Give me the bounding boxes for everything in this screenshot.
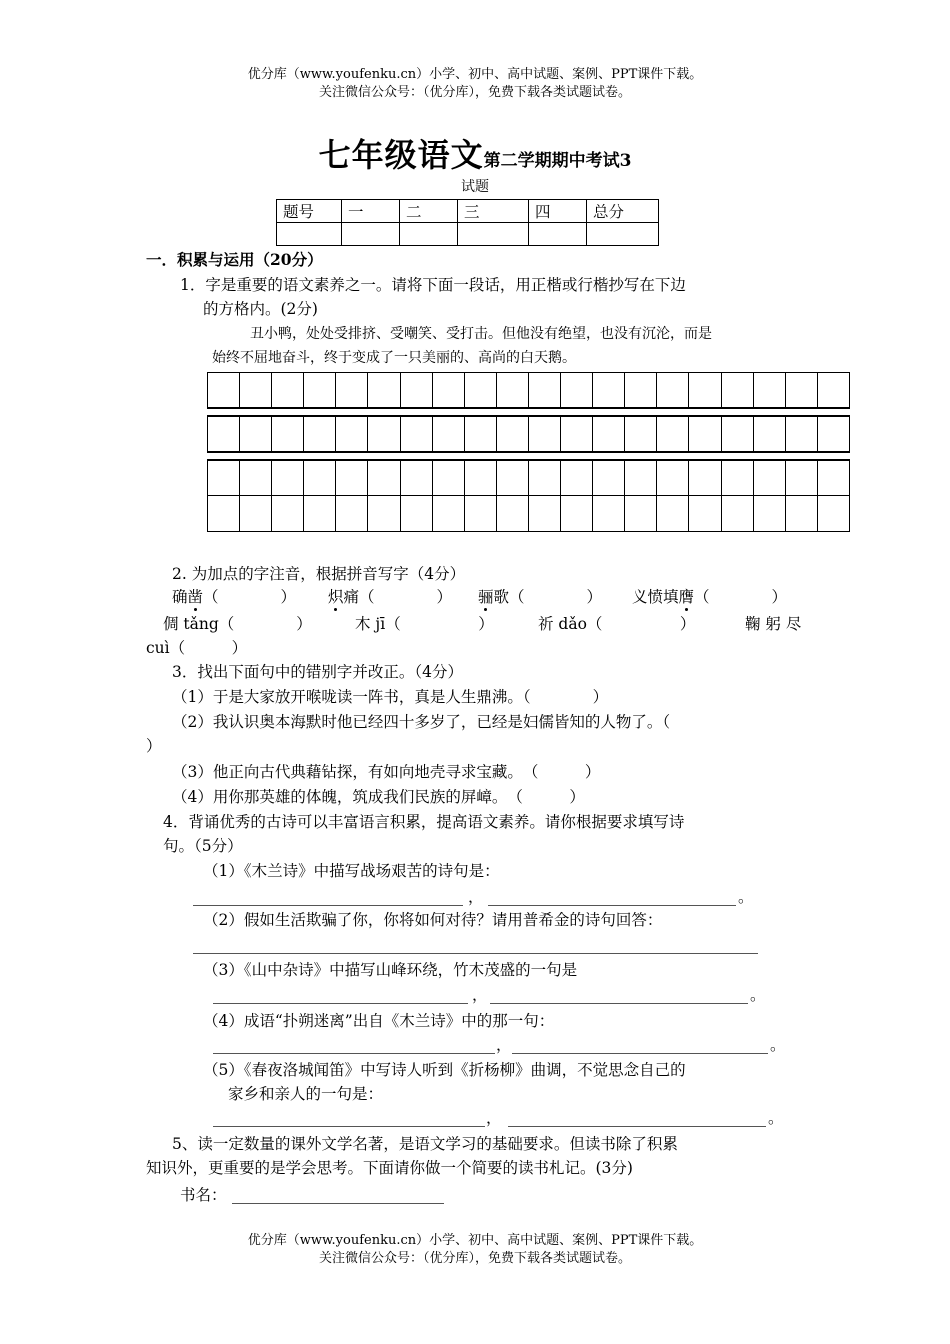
q1-passage-line1: 丑小鸭，处处受排挤、受嘲笑、受打击。但他没有绝望，也没有沉沦，而是 xyxy=(250,326,712,342)
q3-sentence-1: （1）于是大家放开喉咙读一阵书，真是人生鼎沸。（ ） xyxy=(172,688,609,706)
q4-item-3: （3）《山中杂诗》中描写山峰环绕，竹木茂盛的一句是 xyxy=(203,961,578,979)
score-cell[interactable] xyxy=(529,223,587,246)
q4-item-5-line1: （5）《春夜洛城闻笛》中写诗人听到《折杨柳》曲调，不觉思念自己的 xyxy=(203,1061,686,1079)
answer-blank[interactable] xyxy=(213,1003,468,1004)
score-cell[interactable] xyxy=(277,223,342,246)
writing-grid-row[interactable] xyxy=(207,416,850,452)
score-table-header-row xyxy=(277,200,659,223)
period-mark: 。 xyxy=(738,888,754,906)
q2-item-4: 义愤填膺（ ） xyxy=(632,588,788,606)
q2-pinyin-1: 倜 tǎng（ ） xyxy=(163,615,312,633)
score-table xyxy=(276,199,659,246)
q3-sentence-3: （3）他正向古代典藉钻探，有如向地壳寻求宝藏。 （ ） xyxy=(172,763,601,781)
score-table-blank-row xyxy=(277,223,659,246)
answer-blank[interactable] xyxy=(193,905,463,906)
score-header-cell: 二 xyxy=(400,200,458,223)
section1-heading: 一．积累与运用（20分） xyxy=(146,250,323,269)
q4-line2: 句。（5分） xyxy=(163,837,243,855)
site-footer-line2: 关注微信公众号：（优分库），免费下载各类试题试卷。 xyxy=(318,1251,631,1266)
score-header-cell: 题号 xyxy=(277,200,342,223)
answer-blank[interactable] xyxy=(512,1053,768,1054)
answer-blank[interactable] xyxy=(193,953,758,954)
page-title xyxy=(0,130,950,176)
grid-separator xyxy=(207,408,850,416)
comma-separator: ， xyxy=(486,1109,502,1127)
score-cell[interactable] xyxy=(400,223,458,246)
score-cell[interactable] xyxy=(458,223,529,246)
answer-blank[interactable] xyxy=(213,1053,495,1054)
q3-sentence-2-end: ） xyxy=(146,737,162,755)
period-mark: 。 xyxy=(770,1036,786,1054)
q3-stem: 3．找出下面句中的错别字并改正。（4分） xyxy=(172,663,463,681)
q3-sentence-2: （2）我认识奥本海默时他已经四十多岁了，已经是妇儒皆知的人物了。（ xyxy=(172,713,671,731)
q1-passage-line2: 始终不屈地奋斗，终于变成了一只美丽的、高尚的白天鹅。 xyxy=(212,350,576,366)
answer-blank[interactable] xyxy=(508,1126,766,1127)
q4-item-5-line2: 家乡和亲人的一句是： xyxy=(228,1085,384,1103)
q4-item-4: （4）成语“扑朔迷离”出自《木兰诗》中的那一句： xyxy=(203,1012,555,1030)
site-header-line2: 关注微信公众号：（优分库），免费下载各类试题试卷。 xyxy=(318,85,631,100)
q5-line1: 5、读一定数量的课外文学名著，是语文学习的基础要求。但读书除了积累 xyxy=(172,1135,678,1153)
title-caption: 试题 xyxy=(461,179,489,195)
q5-book-label: 书名： xyxy=(180,1186,227,1204)
score-header-cell: 一 xyxy=(342,200,400,223)
q2-pinyin-2: 木 jī（ ） xyxy=(355,615,494,633)
grid-separator xyxy=(207,452,850,460)
q2-stem: 2. 为加点的字注音，根据拼音写字（4分） xyxy=(172,565,466,583)
q4-item-1: （1）《木兰诗》中描写战场艰苦的诗句是： xyxy=(203,862,500,880)
q2-pinyin-5: cuì（ ） xyxy=(146,639,248,657)
q2-item-1: 确凿（ ） xyxy=(172,588,297,606)
score-cell[interactable] xyxy=(587,223,659,246)
score-header-cell: 总分 xyxy=(587,200,659,223)
q4-item-2: （2）假如生活欺骗了你，你将如何对待？请用普希金的诗句回答： xyxy=(203,911,663,929)
title-main: 七年级语文 xyxy=(318,136,484,174)
score-header-cell: 三 xyxy=(458,200,529,223)
answer-blank[interactable] xyxy=(213,1126,485,1127)
q2-item-3: 骊歌（ ） xyxy=(478,588,603,606)
site-footer-line1: 优分库（www.youfenku.cn）小学、初中、高中试题、案例、PPT课件下载。 xyxy=(247,1233,703,1248)
score-header-cell: 四 xyxy=(529,200,587,223)
comma-separator: ， xyxy=(496,1036,512,1054)
q3-sentence-4: （4）用你那英雄的体魄，筑成我们民族的屏嶂。 （ ） xyxy=(172,788,585,806)
site-header-line1: 优分库（www.youfenku.cn）小学、初中、高中试题、案例、PPT课件下载。 xyxy=(247,67,703,82)
writing-grid-row[interactable] xyxy=(207,460,850,532)
q4-line1: 4．背诵优秀的古诗可以丰富语言积累，提高语文素养。请你根据要求填写诗 xyxy=(163,813,685,831)
period-mark: 。 xyxy=(768,1109,784,1127)
title-sub: 第二学期期中考试3 xyxy=(483,151,632,171)
q1-line1: 1．字是重要的语文素养之一。请将下面一段话，用正楷或行楷抄写在下边 xyxy=(180,276,686,294)
answer-blank[interactable] xyxy=(488,905,736,906)
q2-pinyin-4: 鞠 躬 尽 xyxy=(745,615,802,633)
answer-blank[interactable] xyxy=(490,1003,748,1004)
writing-grid-row[interactable] xyxy=(207,372,850,408)
score-cell[interactable] xyxy=(342,223,400,246)
q2-item-2: 炽痛（ ） xyxy=(328,588,453,606)
q1-line2: 的方格内。(2分) xyxy=(203,300,318,318)
comma-separator: ， xyxy=(468,888,484,906)
q5-line2: 知识外，更重要的是学会思考。下面请你做一个简要的读书札记。(3分) xyxy=(146,1159,633,1177)
period-mark: 。 xyxy=(750,986,766,1004)
comma-separator: ， xyxy=(472,986,488,1004)
book-name-blank[interactable] xyxy=(232,1203,444,1204)
q2-pinyin-3: 祈 dǎo（ ） xyxy=(538,615,696,633)
